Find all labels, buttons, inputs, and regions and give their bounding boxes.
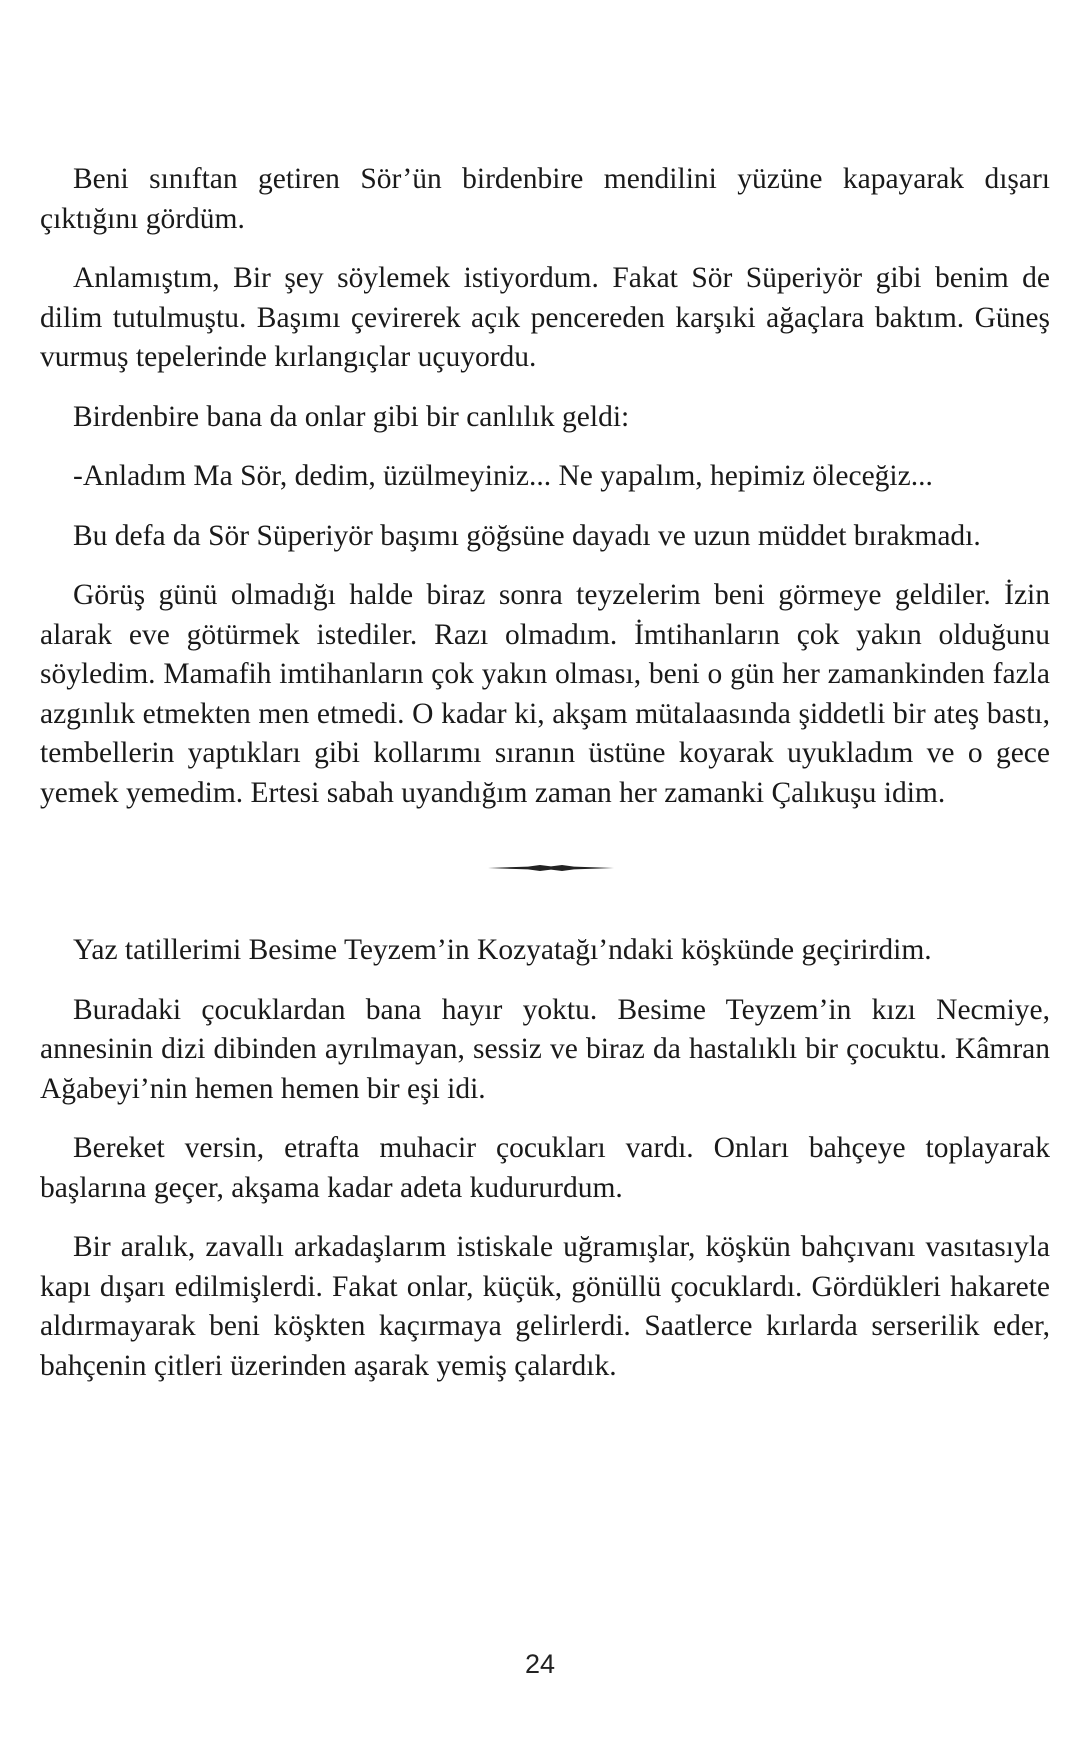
paragraph: Bu defa da Sör Süperiyör başımı göğsüne dayadı ve uzun müddet bırakmadı. [73,519,981,552]
page-body [40,160,1050,1406]
paragraph: Anlamıştım, Bir şey söylemek istiyordum. Fakat Sör Süperiyör gibi benim de dilim tutulmuştu. Başımı çevirerek açık pencereden karşıki ağaçlara baktım. Güneş vurmuş tepelerinde kırlangıçlar uçuyordu. [40,262,1050,373]
paragraph: Bir aralık, zavallı arkadaşlarım istiskale uğramışlar, köşkün bahçıvanı vasıtasıyla kapı dışarı edilmişlerdi. Fakat onlar, küçük, gönüllü çocuklardı. Gördükleri hakarete aldırmayarak beni köşkten kaçırmaya gelirlerdi. Saatlerce kırlarda serserilik eder, bahçenin çitleri üzerinden aşarak yemiş çalardık. [40,1231,1050,1382]
paragraph: Yaz tatillerimi Besime Teyzem’in Kozyatağı’ndaki köşkünde geçirirdim. [73,934,932,966]
paragraph: Beni sınıftan getiren Sör’ün birdenbire mendilini yüzüne kapayarak dışarı çıktığını gördüm. [40,163,1050,235]
paragraph: Görüş günü olmadığı halde biraz sonra teyzelerim beni görmeye geldiler. İzin alarak eve götürmek istediler. Razı olmadım. İmtihanların çok yakın olduğunu söyledim. Mamafih imtihanların çok yakın olması, beni o gün her zamankinden fazla azgınlık etmekten men etmedi. O kadar ki, akşam mütalaasında şiddetli bir ateş bastı, tembellerin yaptıkları gibi kollarımı sıranın üstüne koyarak uyukladım ve o gece yemek yemedim. Ertesi sabah uyandığım zaman her zamanki Çalıkuşu idim. [40,579,1050,809]
page-number: 24 [524,1649,556,1679]
paragraph: -Anladım Ma Sör, dedim, üzülmeyiniz... Ne yapalım, hepimiz öleceğiz... [73,460,933,492]
paragraph: Bereket versin, etrafta muhacir çocukları vardı. Onları bahçeye toplayarak başlarına geçer, akşama kadar adeta kudururdum. [40,1132,1050,1204]
section-divider-ornament [488,865,614,871]
paragraph: Birdenbire bana da onlar gibi bir canlılık geldi: [73,400,630,433]
paragraph: Buradaki çocuklardan bana hayır yoktu. Besime Teyzem’in kızı Necmiye, annesinin dizi dibinden ayrılmayan, sessiz ve biraz da hastalıklı bir çocuktu. Kâmran Ağabeyi’nin hemen hemen bir eşi idi. [40,993,1050,1105]
